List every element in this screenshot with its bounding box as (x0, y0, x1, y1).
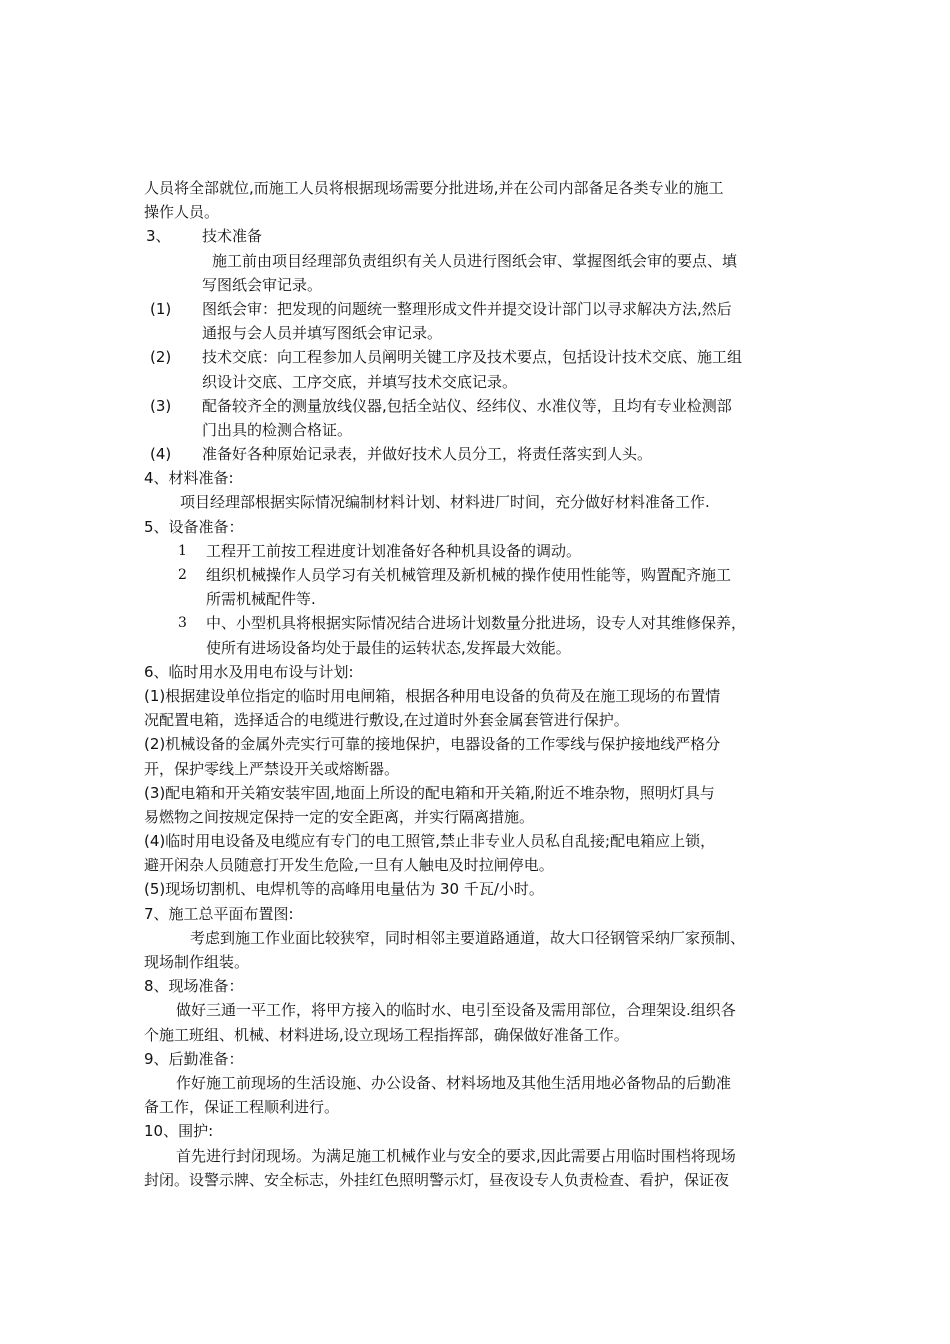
line-text: 避开闲杂人员随意打开发生危险,一旦有人触电及时拉闸停电。 (144, 856, 554, 875)
line-text: 备工作，保证工程顺利进行。 (144, 1098, 340, 1117)
line-text: 通报与会人员并填写图纸会审记录。 (202, 324, 443, 343)
text-line (144, 877, 812, 901)
text-line (144, 1071, 812, 1095)
line-text: 项目经理部根据实际情况编制材料计划、材料进厂时间，充分做好材料准备工作. (180, 493, 710, 512)
line-text: 开，保护零线上严禁设开关或熔断器。 (144, 759, 400, 778)
item-text: 组织机械操作人员学习有关机械管理及新机械的操作使用性能等，购置配齐施工 (206, 566, 732, 584)
item-number: (1) (150, 299, 172, 318)
line-text: (3)配电箱和开关箱安装牢固,地面上所设的配电箱和开关箱,附近不堆杂物，照明灯具与 (144, 783, 715, 802)
section-title: 7、施工总平面布置图: (144, 904, 294, 923)
text-line (144, 926, 812, 950)
section-title: 9、后勤准备： (144, 1049, 244, 1068)
text-line (144, 418, 812, 442)
list-item (144, 345, 812, 369)
section-heading (144, 224, 812, 248)
item-number: 1 (178, 542, 187, 559)
section-number: 3、 (146, 227, 171, 246)
item-text: 准备好各种原始记录表，并做好技术人员分工，将责任落实到人头。 (202, 445, 653, 464)
line-text: 考虑到施工作业面比较狭窄，同时相邻主要道路通道，故大口径钢管采纳厂家预制、 (190, 928, 746, 947)
item-number: (3) (150, 396, 172, 415)
line-text: 现场制作组装。 (144, 953, 250, 971)
section-title: 技术准备 (202, 227, 263, 246)
text-line (144, 853, 812, 877)
text-line (144, 636, 812, 660)
text-line (144, 1023, 812, 1047)
section-heading (144, 515, 812, 539)
item-text: 图纸会审：把发现的问题统一整理形成文件并提交设计部门以寻求解决方法,然后 (202, 299, 732, 318)
list-item (144, 563, 812, 587)
text-line (144, 1144, 812, 1168)
section-heading (144, 902, 812, 926)
text-line (144, 587, 812, 611)
line-text: 织设计交底、工序交底，并填写技术交底记录。 (202, 372, 518, 391)
item-number: (4) (150, 445, 172, 464)
line-text: 作好施工前现场的生活设施、办公设备、材料场地及其他生活用地必备物品的后勤准 (176, 1073, 732, 1092)
line-text: (4)临时用电设备及电缆应有专门的电工照管,禁止非专业人员私自乱接;配电箱应上锁， (144, 832, 716, 851)
list-item (144, 394, 812, 418)
text-line (144, 200, 812, 224)
line-text: 封闭。设警示牌、安全标志，外挂红色照明警示灯，昼夜设专人负责检查、看护，保证夜 (144, 1170, 730, 1189)
item-number: 3 (178, 615, 187, 632)
section-heading (144, 974, 812, 998)
text-line (144, 757, 812, 781)
document-body (144, 176, 812, 1192)
item-text: 中、小型机具将根据实际情况结合进场计划数量分批进场，设专人对其维修保养， (206, 614, 747, 633)
line-text: 施工前由项目经理部负责组织有关人员进行图纸会审、掌握图纸会审的要点、填 (212, 251, 738, 270)
text-line (144, 1095, 812, 1119)
line-text: (5)现场切割机、电焊机等的高峰用电量估为 30 千瓦/小时。 (144, 880, 544, 899)
text-line (144, 708, 812, 732)
section-title: 5、设备准备： (144, 517, 244, 536)
text-line (144, 273, 812, 297)
item-text: 技术交底：向工程参加人员阐明关键工序及技术要点，包括设计技术交底、施工组 (202, 348, 743, 367)
text-line (144, 370, 812, 394)
section-title: 4、材料准备: (144, 469, 234, 488)
line-text: 操作人员。 (144, 203, 220, 222)
item-text: 配备较齐全的测量放线仪器,包括全站仪、经纬仪、水准仪等，且均有专业检测部 (202, 396, 732, 415)
list-item (144, 539, 812, 563)
text-line (144, 1168, 812, 1192)
section-title: 8、现场准备： (144, 977, 244, 996)
section-title: 6、临时用水及用电布设与计划: (144, 662, 354, 681)
item-number: 2 (178, 567, 187, 583)
text-line (144, 781, 812, 805)
text-line (144, 805, 812, 829)
line-text: 做好三通一平工作，将甲方接入的临时水、电引至设备及需用部位，合理架设.组织各 (176, 1001, 736, 1020)
text-line (144, 249, 812, 273)
text-line (144, 829, 812, 853)
line-text: (1)根据建设单位指定的临时用电闸箱，根据各种用电设备的负荷及在施工现场的布置情 (144, 686, 721, 705)
item-number: (2) (150, 348, 172, 367)
text-line (144, 732, 812, 756)
line-text: 易燃物之间按规定保持一定的安全距离，并实行隔离措施。 (144, 807, 535, 826)
text-line (144, 176, 812, 200)
line-text: 况配置电箱，选择适合的电缆进行敷设,在过道时外套金属套管进行保护。 (144, 711, 629, 730)
text-line (144, 490, 812, 514)
list-item (144, 442, 812, 466)
line-text: 人员将全部就位,而施工人员将根据现场需要分批进场,并在公司内部备足各类专业的施工 (144, 179, 724, 197)
section-title: 10、围护: (144, 1122, 214, 1141)
text-line (144, 950, 812, 974)
list-item (144, 611, 812, 635)
line-text: 个施工班组、机械、材料进场,设立现场工程指挥部，确保做好准备工作。 (144, 1025, 629, 1044)
section-heading (144, 660, 812, 684)
line-text: (2)机械设备的金属外壳实行可靠的接地保护，电器设备的工作零线与保护接地线严格分 (144, 735, 721, 754)
line-text: 写图纸会审记录。 (202, 275, 323, 294)
text-line (144, 998, 812, 1022)
list-item (144, 297, 812, 321)
item-text: 工程开工前按工程进度计划准备好各种机具设备的调动。 (206, 541, 582, 560)
line-text: 首先进行封闭现场。为满足施工机械作业与安全的要求,因此需要占用临时围档将现场 (176, 1146, 736, 1165)
line-text: 使所有进场设备均处于最佳的运转状态,发挥最大效能。 (206, 638, 571, 657)
section-heading (144, 466, 812, 490)
line-text: 门出具的检测合格证。 (202, 420, 353, 439)
section-heading (144, 1047, 812, 1071)
section-heading (144, 1119, 812, 1143)
text-line (144, 321, 812, 345)
line-text: 所需机械配件等. (206, 590, 316, 609)
text-line (144, 684, 812, 708)
